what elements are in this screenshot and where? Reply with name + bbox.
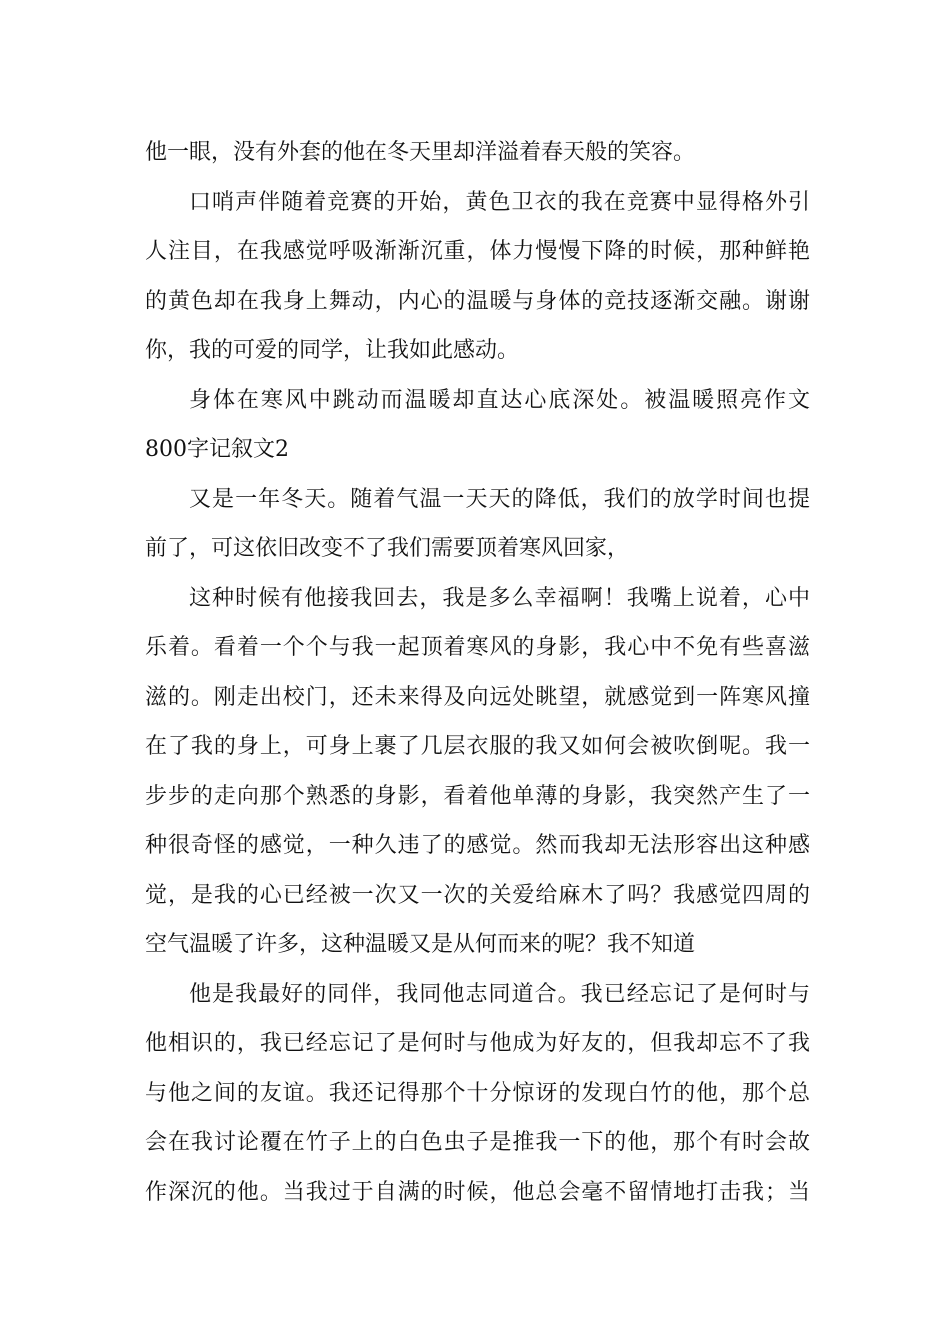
text-line: 会在我讨论覆在竹子上的白色虫子是推我一下的他，那个有时会故 <box>145 1130 810 1155</box>
text-line: 他相识的，我已经忘记了是何时与他成为好友的，但我却忘不了我 <box>145 1031 810 1056</box>
paragraph-start-line: 又是一年冬天。随着气温一天天的降低，我们的放学时间也提 <box>189 486 810 512</box>
text-line: 乐着。看着一个个与我一起顶着寒风的身影，我心中不免有些喜滋 <box>145 635 810 660</box>
text-line: 他一眼，没有外套的他在冬天里却洋溢着春天般的笑容。 <box>145 140 696 165</box>
text-line: 前了，可这依旧改变不了我们需要顶着寒风回家， <box>145 536 630 561</box>
text-line: 滋的。刚走出校门，还未来得及向远处眺望，就感觉到一阵寒风撞 <box>145 684 810 710</box>
text-line: 与他之间的友谊。我还记得那个十分惊讶的发现白竹的他，那个总 <box>145 1080 810 1106</box>
text-line: 800字记叙文2 <box>145 437 289 462</box>
text-line: 步步的走向那个熟悉的身影，看着他单薄的身影，我突然产生了一 <box>145 783 810 809</box>
text-line: 在了我的身上，可身上裹了几层衣服的我又如何会被吹倒呢。我一 <box>145 734 810 759</box>
paragraph-start-line: 口哨声伴随着竞赛的开始，黄色卫衣的我在竞赛中显得格外引 <box>189 189 810 215</box>
text-line: 的黄色却在我身上舞动，内心的温暖与身体的竞技逐渐交融。谢谢 <box>145 288 810 314</box>
document-body <box>145 128 810 1217</box>
paragraph-start-line: 这种时候有他接我回去，我是多么幸福啊！我嘴上说着，心中 <box>189 585 810 611</box>
text-line: 你，我的可爱的同学，让我如此感动。 <box>145 338 520 363</box>
paragraph-start-line: 他是我最好的同伴，我同他志同道合。我已经忘记了是何时与 <box>189 981 810 1007</box>
text-line: 种很奇怪的感觉，一种久违了的感觉。然而我却无法形容出这种感 <box>145 833 810 858</box>
paragraph-start-line: 身体在寒风中跳动而温暖却直达心底深处。被温暖照亮作文 <box>189 387 810 413</box>
text-line: 觉，是我的心已经被一次又一次的关爱给麻木了吗？我感觉四周的 <box>145 882 810 908</box>
text-line: 人注目，在我感觉呼吸渐渐沉重，体力慢慢下降的时候，那种鲜艳 <box>145 239 810 264</box>
text-line: 空气温暖了许多，这种温暖又是从何而来的呢？我不知道 <box>145 932 696 957</box>
text-line: 作深沉的他。当我过于自满的时候，他总会毫不留情地打击我；当 <box>145 1179 810 1205</box>
